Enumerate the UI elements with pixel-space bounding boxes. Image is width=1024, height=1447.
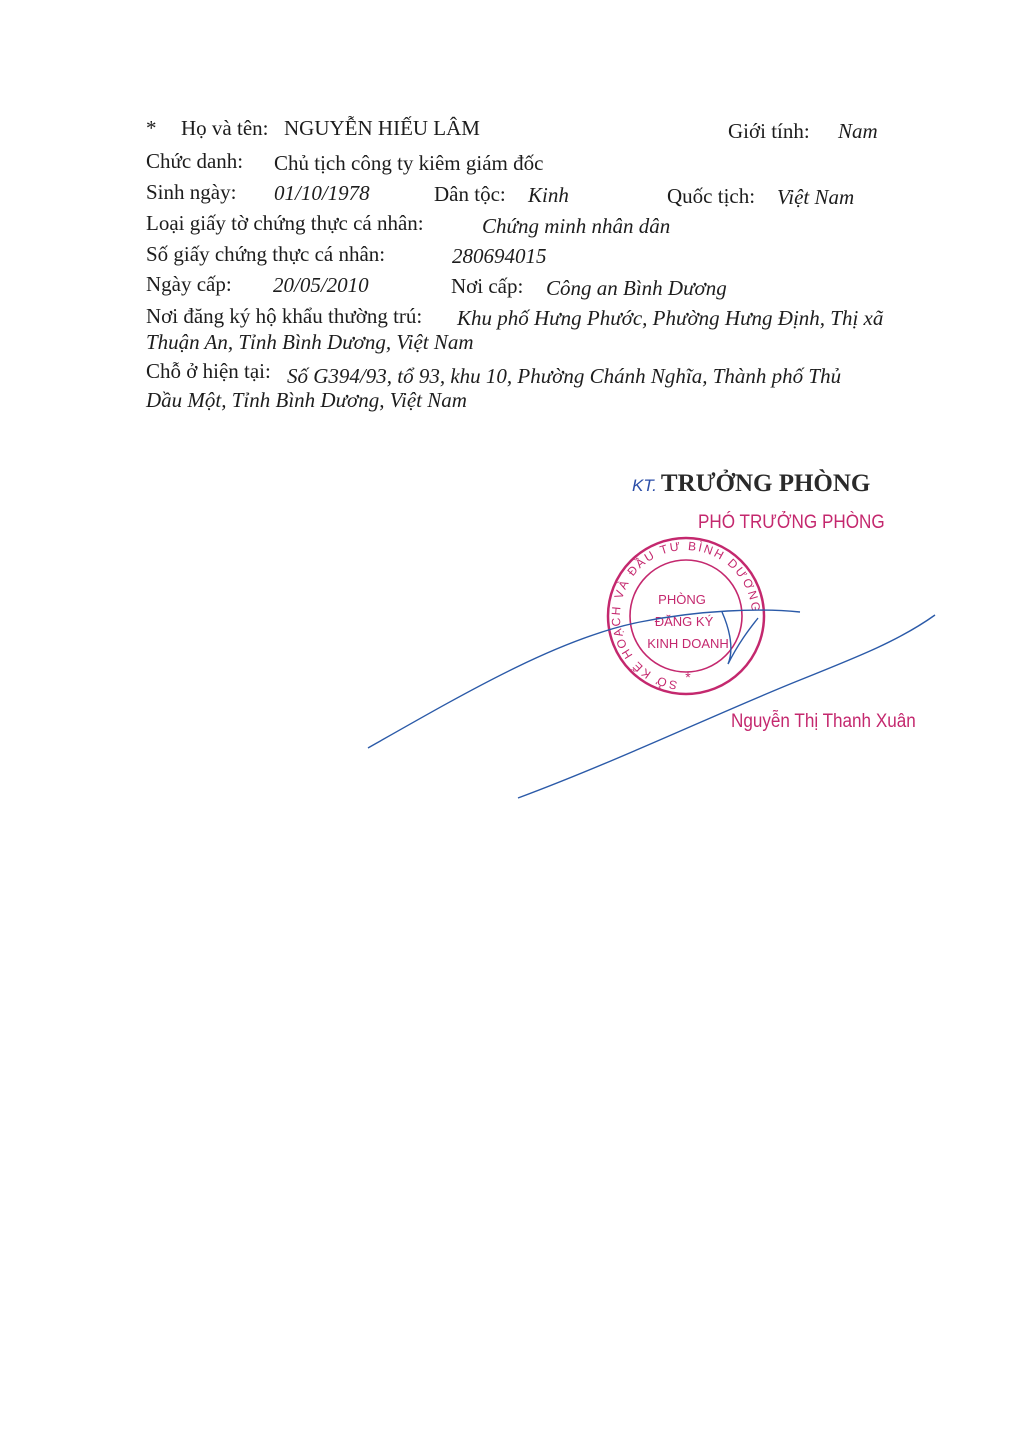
- position-value: Chủ tịch công ty kiêm giám đốc: [274, 151, 544, 175]
- nationality-value: Việt Nam: [777, 185, 855, 209]
- stamp-ring-text: SỞ KẾ HOẠCH VÀ ĐẦU TƯ BÌNH DƯƠNG: [608, 538, 764, 693]
- permanent-value-line2: Thuận An, Tỉnh Bình Dương, Việt Nam: [146, 330, 474, 354]
- dob-label: Sinh ngày:: [146, 180, 237, 204]
- stamp-center-line3: KINH DOANH: [647, 636, 729, 651]
- issue-date-value: 20/05/2010: [273, 273, 369, 297]
- issue-place-label: Nơi cấp:: [451, 274, 524, 298]
- id-type-value: Chứng minh nhân dân: [482, 214, 671, 238]
- current-label: Chỗ ở hiện tại:: [146, 359, 271, 383]
- current-value-line1: Số G394/93, tổ 93, khu 10, Phường Chánh Nghĩa, Thành phố Thủ: [287, 364, 842, 388]
- permanent-value-line1: Khu phố Hưng Phước, Phường Hưng Định, Thị xã: [457, 306, 884, 330]
- permanent-label: Nơi đăng ký hộ khẩu thường trú:: [146, 304, 423, 328]
- nationality-label: Quốc tịch:: [667, 184, 756, 208]
- stamp-star: *: [685, 669, 691, 685]
- name-label: Họ và tên:: [181, 116, 269, 140]
- id-number-value: 280694015: [452, 244, 547, 268]
- ethnicity-label: Dân tộc:: [434, 182, 506, 206]
- stamp-center-line1: PHÒNG: [658, 592, 706, 607]
- official-stamp: [608, 538, 764, 694]
- bullet-star: *: [146, 116, 157, 140]
- signature-subtitle: PHÓ TRƯỞNG PHÒNG: [698, 512, 885, 533]
- ethnicity-value: Kinh: [528, 183, 569, 207]
- signature-title-text: TRƯỞNG PHÒNG: [660, 470, 871, 497]
- gender-label: Giới tính:: [728, 119, 810, 143]
- id-type-label: Loại giấy tờ chứng thực cá nhân:: [146, 211, 424, 235]
- issue-place-value: Công an Bình Dương: [546, 276, 727, 300]
- signer-name: Nguyễn Thị Thanh Xuân: [731, 711, 916, 732]
- position-label: Chức danh:: [146, 149, 244, 173]
- id-number-label: Số giấy chứng thực cá nhân:: [146, 242, 386, 266]
- current-value-line2: Dầu Một, Tỉnh Bình Dương, Việt Nam: [146, 388, 467, 412]
- gender-value: Nam: [838, 119, 878, 143]
- name-value: NGUYỄN HIẾU LÂM: [284, 116, 480, 140]
- stamp-center-line2: ĐĂNG KÝ: [654, 614, 714, 629]
- dob-value: 01/10/1978: [274, 181, 370, 205]
- issue-date-label: Ngày cấp:: [146, 272, 232, 296]
- signature-prefix: KT.: [632, 476, 657, 495]
